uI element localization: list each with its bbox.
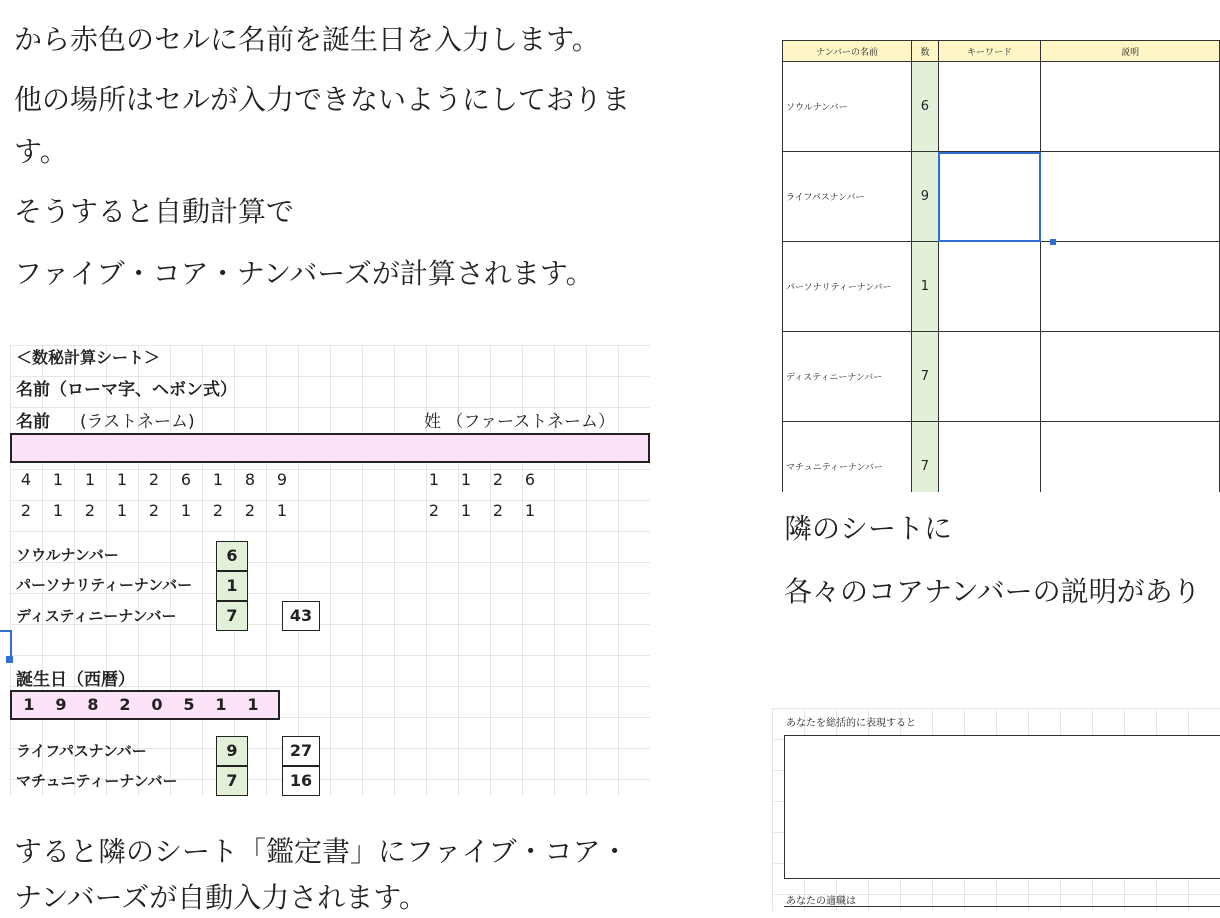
- digit-cell: 1: [180, 501, 192, 520]
- digit-cell: 9: [276, 470, 288, 489]
- row-keyword[interactable]: [938, 332, 1041, 422]
- header-name: ナンバーの名前: [783, 41, 912, 62]
- lifepath-total: 27: [282, 736, 320, 766]
- table-row: [783, 332, 1220, 422]
- selection-handle[interactable]: [6, 656, 13, 663]
- birthday-digit: 1: [23, 695, 35, 714]
- row-num: 9: [912, 152, 938, 242]
- soul-value: 6: [216, 541, 248, 571]
- job-label: あなたの適職は: [786, 896, 856, 907]
- digit-cell: 1: [116, 501, 128, 520]
- birthday-digit: 2: [119, 695, 131, 714]
- digit-cell: 1: [524, 501, 536, 520]
- table-row: [783, 62, 1220, 152]
- summary-box[interactable]: [784, 735, 1220, 879]
- header-num: 数: [912, 41, 938, 62]
- personality-value: 1: [216, 571, 248, 601]
- digit-cell: 6: [524, 470, 536, 489]
- job-box[interactable]: [784, 906, 1220, 917]
- intro-line-4: そうすると自動計算で: [14, 195, 295, 228]
- digit-cell: 2: [20, 501, 32, 520]
- last-name-label: (ラストネーム): [80, 412, 195, 432]
- row-num: 6: [912, 62, 938, 152]
- row-keyword[interactable]: [938, 422, 1041, 493]
- summary-sheet: [772, 708, 1220, 911]
- row-num: 7: [912, 422, 938, 493]
- table-row: [783, 242, 1220, 332]
- maturity-value: 7: [216, 766, 248, 796]
- name-label: 名前: [16, 412, 50, 432]
- digit-cell: 4: [20, 470, 32, 489]
- report-caption-1: 隣のシートに: [784, 512, 953, 545]
- first-name-label: 姓 （ファーストネーム）: [424, 412, 616, 432]
- digit-cell: 2: [148, 501, 160, 520]
- maturity-label: マチュニティーナンバー: [16, 772, 178, 790]
- row-description[interactable]: [1041, 152, 1220, 242]
- birthday-digit: 9: [55, 695, 67, 714]
- fill-handle[interactable]: [1050, 239, 1056, 245]
- digit-cell: 2: [492, 470, 504, 489]
- birthday-digit: 5: [183, 695, 195, 714]
- digit-cell: 2: [492, 501, 504, 520]
- intro-line-1: から赤色のセルに名前を誕生日を入力します。: [14, 23, 600, 56]
- digit-cell: 2: [212, 501, 224, 520]
- birthday-input-cell[interactable]: [10, 690, 280, 720]
- intro-line-3: す。: [14, 135, 68, 168]
- row-name: マチュニティーナンバー: [783, 422, 912, 493]
- digit-cell: 1: [52, 501, 64, 520]
- digit-cell: 2: [84, 501, 96, 520]
- outro-line-2: ナンバーズが自動入力されます。: [14, 881, 428, 914]
- digit-cell: 6: [180, 470, 192, 489]
- birthday-digit: 1: [215, 695, 227, 714]
- row-keyword-selected[interactable]: [938, 152, 1041, 242]
- sheet-title: ＜数秘計算シート＞: [16, 348, 161, 367]
- report-caption-2: 各々のコアナンバーの説明があり: [784, 575, 1201, 608]
- soul-label: ソウルナンバー: [16, 546, 119, 564]
- table-row: [783, 152, 1220, 242]
- header-keyword: キーワード: [938, 41, 1041, 62]
- row-name: ディスティニーナンバー: [783, 332, 912, 422]
- destiny-total: 43: [282, 601, 320, 631]
- row-description[interactable]: [1041, 422, 1220, 493]
- row-name: パーソナリティーナンバー: [783, 242, 912, 332]
- header-description: 説明: [1041, 41, 1220, 62]
- maturity-total: 16: [282, 766, 320, 796]
- report-table: [782, 40, 1220, 492]
- digit-cell: 8: [244, 470, 256, 489]
- report-sheet: [782, 40, 1220, 492]
- row-num: 7: [912, 332, 938, 422]
- destiny-label: ディスティニーナンバー: [16, 607, 177, 625]
- digit-cell: 2: [148, 470, 160, 489]
- birthday-label: 誕生日（西暦）: [16, 670, 135, 690]
- calc-sheet: [10, 345, 650, 795]
- name-header: 名前（ローマ字、ヘボン式）: [16, 380, 237, 400]
- row-name: ライフパスナンバー: [783, 152, 912, 242]
- digit-cell: 1: [460, 501, 472, 520]
- summary-label: あなたを総括的に表現すると: [786, 718, 916, 729]
- digit-cell: 1: [84, 470, 96, 489]
- digit-cell: 1: [116, 470, 128, 489]
- name-input-cell[interactable]: [10, 433, 650, 463]
- row-name: ソウルナンバー: [783, 62, 912, 152]
- digit-cell: 1: [428, 470, 440, 489]
- intro-line-5: ファイブ・コア・ナンバーズが計算されます。: [14, 257, 594, 290]
- lifepath-value: 9: [216, 736, 248, 766]
- birthday-digit: 1: [247, 695, 259, 714]
- digit-cell: 1: [460, 470, 472, 489]
- row-description[interactable]: [1041, 332, 1220, 422]
- personality-label: パーソナリティーナンバー: [16, 576, 193, 594]
- table-row: [783, 422, 1220, 493]
- digit-cell: 1: [52, 470, 64, 489]
- digit-cell: 2: [428, 501, 440, 520]
- row-description[interactable]: [1041, 62, 1220, 152]
- outro-line-1: すると隣のシート「鑑定書」にファイブ・コア・: [14, 835, 629, 868]
- digit-cell: 1: [276, 501, 288, 520]
- row-keyword[interactable]: [938, 62, 1041, 152]
- digit-cell: 2: [244, 501, 256, 520]
- digit-cell: 1: [212, 470, 224, 489]
- row-description[interactable]: [1041, 242, 1220, 332]
- destiny-value: 7: [216, 601, 248, 631]
- lifepath-label: ライフパスナンバー: [16, 742, 147, 760]
- birthday-digit: 0: [151, 695, 163, 714]
- row-num: 1: [912, 242, 938, 332]
- birthday-digit: 8: [87, 695, 99, 714]
- intro-line-2: 他の場所はセルが入力できないようにしておりま: [14, 83, 631, 116]
- row-keyword[interactable]: [938, 242, 1041, 332]
